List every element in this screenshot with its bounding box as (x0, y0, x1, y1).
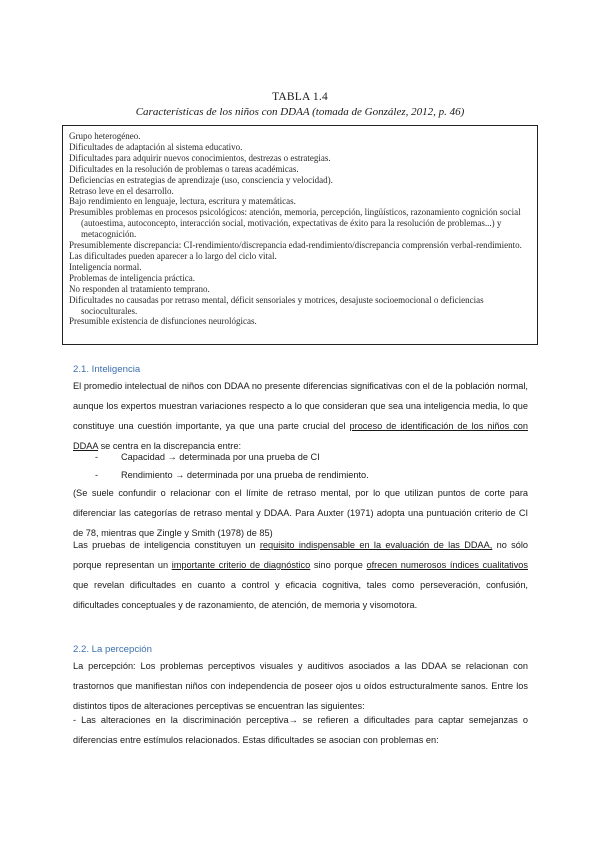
table-row: Problemas de inteligencia práctica. (69, 272, 195, 283)
list-item (95, 447, 320, 467)
table-row: Deficiencias en estrategias de aprendizaje (uso, consciencia y velocidad). (69, 174, 333, 185)
table-row: Inteligencia normal. (69, 261, 142, 272)
list-item-text: Capacidad → determinada por una prueba de CI (121, 452, 320, 462)
paragraph-retraso-mental: (Se suele confundir o relacionar con el límite de retraso mental, por lo que utilizan puntos de corte para diferenciar las categorías de retraso mental y DDAA. Para Auxter (1971) adopta una puntuación criterio de CI de 78, mientras que Zingle y Smith (1978) de 85) (73, 488, 528, 538)
table-title: TABLA 1.4 (272, 91, 328, 103)
underlined-phrase: ofrecen numerosos índices cualitativos (366, 560, 528, 570)
table-row: Las dificultades pueden aparecer a lo largo del ciclo vital. (69, 250, 277, 261)
paragraph-pruebas-inteligencia (73, 535, 528, 615)
paragraph-text: sino porque (310, 560, 367, 570)
list-dash: - (95, 470, 99, 480)
section-heading-inteligencia: 2.1. Inteligencia (73, 364, 141, 375)
table-row: Presumible existencia de disfunciones neurológicas. (69, 316, 257, 327)
table-row: No responden al tratamiento temprano. (69, 283, 210, 294)
paragraph-percepcion-intro: La percepción: Los problemas perceptivos visuales y auditivos asociados a las DDAA se relacionan con trastornos que manifiestan niños con independencia de poseer ojos u oídos estructuralmente sanos. Entre los distintos tipos de alteraciones perceptivas se encuentran las siguientes: (73, 661, 528, 711)
paragraph-inteligencia-intro (73, 376, 528, 456)
table-row: Dificultades para adquirir nuevos conocimientos, destrezas o estrategias. (69, 152, 331, 163)
paragraph-text: que revelan dificultades en cuanto a control y eficacia cognitiva, tales como perseveración, confusión, dificultades conceptuales y de razonamiento, de atención, de memoria y visomotora. (73, 580, 528, 610)
paragraph-discriminacion: - Las alteraciones en la discriminación perceptiva→ se refieren a dificultades para captar semejanzas o diferencias entre estímulos relacionados. Estas dificultades se asocian con problemas en: (73, 715, 528, 745)
section-heading-percepcion: 2.2. La percepción (73, 644, 152, 655)
table-caption: Características de los niños con DDAA (tomada de González, 2012, p. 46) (135, 106, 465, 118)
list-dash: - (95, 452, 99, 462)
paragraph-text: no sólo porque representan un (73, 540, 529, 570)
paragraph-text: El promedio intelectual de niños con DDAA no presente diferencias significativas con el de la población normal, aunque los expertos muestran variaciones respecto a lo que consideran que sea una inteligencia media, lo que constituye una cuestión importante, ya que una parte crucial del (73, 381, 528, 431)
table-row: Dificultades en la resolución de problemas o tareas académicas. (69, 163, 299, 174)
table-row: Dificultades no causadas por retraso mental, déficit sensoriales y motrices, desajuste socioemocional o deficiencias socioculturales. (69, 294, 484, 316)
underlined-phrase: requisito indispensable en la evaluación de las DDAA, (259, 540, 493, 550)
table-row: Presumiblemente discrepancia: CI-rendimiento/discrepancia edad-rendimiento/discrepancia comprensión verbal-rendimiento. (69, 240, 522, 251)
table-row: Dificultades de adaptación al sistema educativo. (69, 141, 243, 152)
table-row: Bajo rendimiento en lenguaje, lectura, escritura y matemáticas. (69, 196, 296, 207)
paragraph-text: se centra en la discrepancia entre: (98, 441, 242, 451)
table-row: Retraso leve en el desarrollo. (69, 185, 174, 196)
table-row: Grupo heterogéneo. (69, 131, 141, 141)
list-item (95, 465, 369, 485)
characteristics-table (62, 125, 538, 345)
paragraph-text: Las pruebas de inteligencia constituyen un (73, 540, 260, 550)
underlined-phrase: importante criterio de diagnóstico (171, 560, 311, 570)
underlined-phrase: proceso de identificación de los niños con DDAA (73, 421, 529, 451)
table-row: Presumibles problemas en procesos psicológicos: atención, memoria, percepción, lingüísticos, razonamiento cognición social (autoestima, autoconcepto, interacción social, motivación, expectativas de éxito para la resolución de problemas...) y metacognición. (69, 207, 521, 240)
list-item-text: Rendimiento → determinada por una prueba de rendimiento. (121, 470, 369, 480)
